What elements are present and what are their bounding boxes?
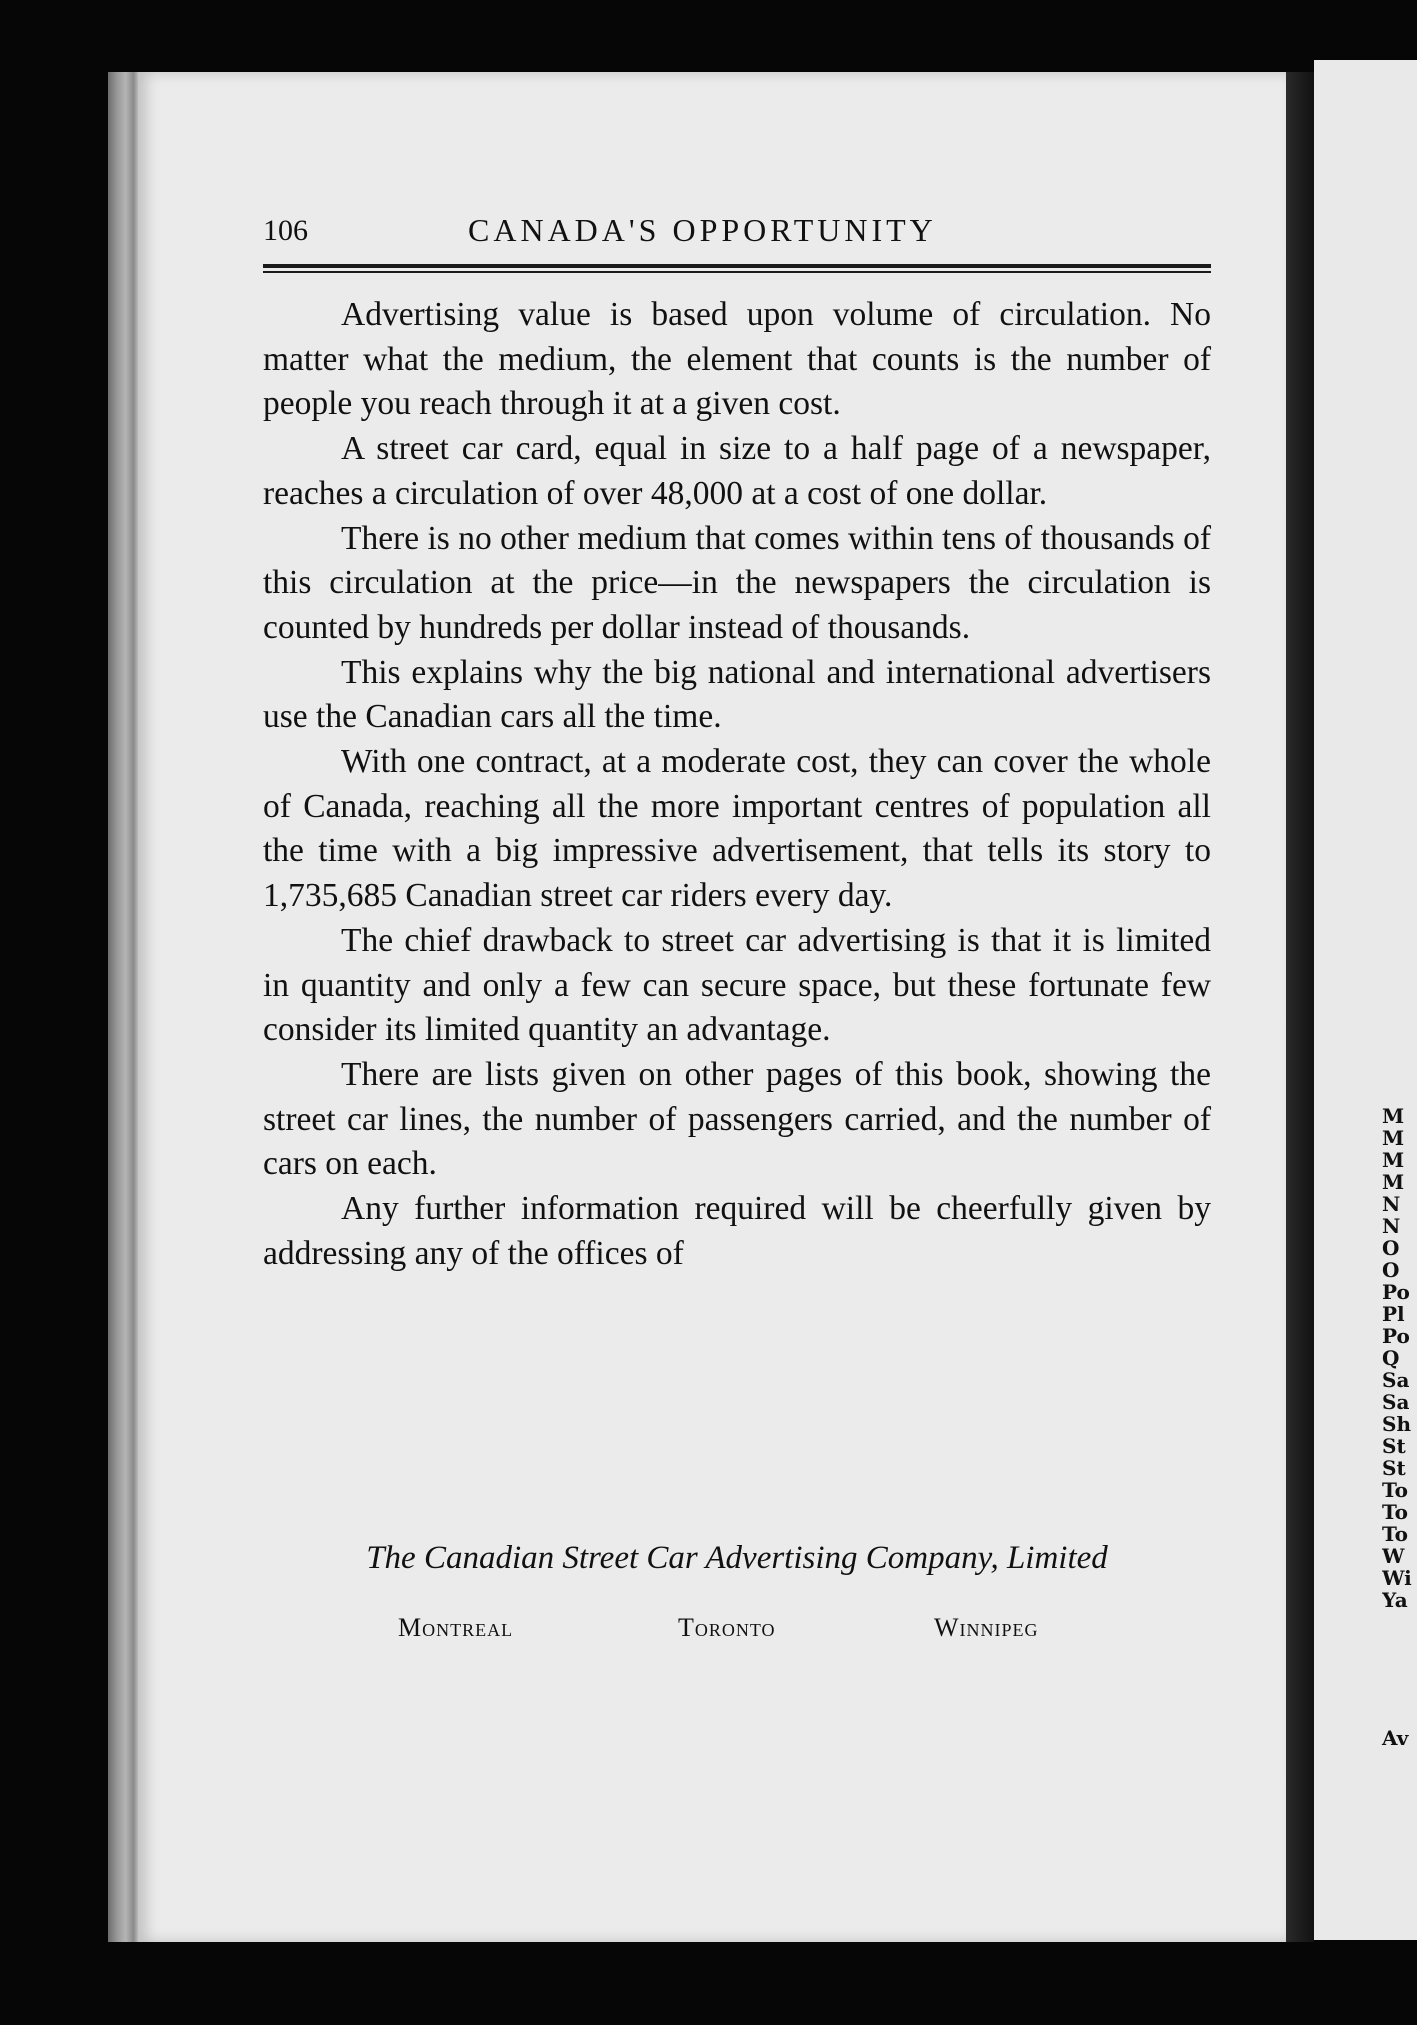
facing-letter: Ya: [1382, 1588, 1408, 1611]
facing-letter: Q: [1382, 1346, 1400, 1370]
facing-letter: To: [1382, 1500, 1408, 1524]
header-rule-thin: [263, 271, 1211, 273]
city-toronto: Toronto: [678, 1613, 776, 1642]
facing-letter: O: [1382, 1258, 1400, 1282]
facing-letter: To: [1382, 1478, 1408, 1502]
facing-page-index: [1382, 1105, 1417, 1611]
header-rule-thick: [263, 264, 1211, 268]
company-name: The Canadian Street Car Advertising Company, Limited: [366, 1540, 1108, 1576]
facing-letter: Pl: [1382, 1302, 1405, 1326]
paragraph: With one contract, at a moderate cost, they can cover the whole of Canada, reaching all the more important centres of population all the time with a big impressive advertisement, that tells its story to 1,735,685 Canadian street car riders every day.: [263, 743, 1211, 915]
facing-letter: N: [1382, 1214, 1401, 1238]
facing-letter: M: [1382, 1105, 1405, 1128]
page-header: [263, 212, 1211, 256]
facing-letter: Po: [1382, 1280, 1410, 1304]
paragraph: A street car card, equal in size to a half page of a newspaper, reaches a circulation of over 48,000 at a cost of one dollar.: [263, 430, 1211, 512]
facing-letter: M: [1382, 1126, 1405, 1150]
facing-letter: Sa: [1382, 1368, 1410, 1392]
page-gutter-shadow: [1286, 72, 1314, 1942]
running-title: CANADA'S OPPORTUNITY: [468, 212, 937, 248]
paragraph: Advertising value is based upon volume of circulation. No matter what the medium, the element that counts is the number of people you reach through it at a given cost.: [263, 296, 1211, 423]
paragraph: This explains why the big national and international advertisers use the Canadian cars all the time.: [263, 653, 1211, 736]
facing-letter: Sh: [1382, 1412, 1411, 1436]
paragraph: There are lists given on other pages of this book, showing the street car lines, the number of passengers carried, and the number of cars on each.: [263, 1055, 1211, 1183]
facing-letter-last: Av: [1382, 1726, 1409, 1750]
facing-letter: O: [1382, 1236, 1400, 1260]
facing-letter: To: [1382, 1522, 1408, 1546]
facing-letter: N: [1382, 1192, 1401, 1216]
facing-letter: Po: [1382, 1324, 1410, 1348]
body-text: [263, 293, 1211, 1276]
book-binding: [108, 72, 140, 1942]
paragraph: Any further information required will be cheerfully given by addressing any of the offices of: [263, 1190, 1211, 1272]
facing-letter: St: [1382, 1456, 1406, 1480]
facing-letter: W: [1382, 1544, 1405, 1568]
facing-letter: Sa: [1382, 1390, 1410, 1414]
facing-letter: M: [1382, 1170, 1405, 1194]
facing-letter: Wi: [1382, 1566, 1412, 1590]
city-winnipeg: Winnipeg: [934, 1613, 1039, 1642]
facing-letter: St: [1382, 1434, 1406, 1458]
city-montreal: Montreal: [398, 1613, 514, 1642]
paragraph: The chief drawback to street car advertising is that it is limited in quantity and only a few can secure space, but these fortunate few consider its limited quantity an advantage.: [263, 921, 1211, 1049]
paragraph: There is no other medium that comes within tens of thousands of this circulation at the price—in the newspapers the circulation is counted by hundreds per dollar instead of thousands.: [263, 519, 1211, 646]
facing-page: [1314, 60, 1417, 1940]
page-number: 106: [263, 214, 308, 247]
facing-letter: M: [1382, 1148, 1405, 1172]
